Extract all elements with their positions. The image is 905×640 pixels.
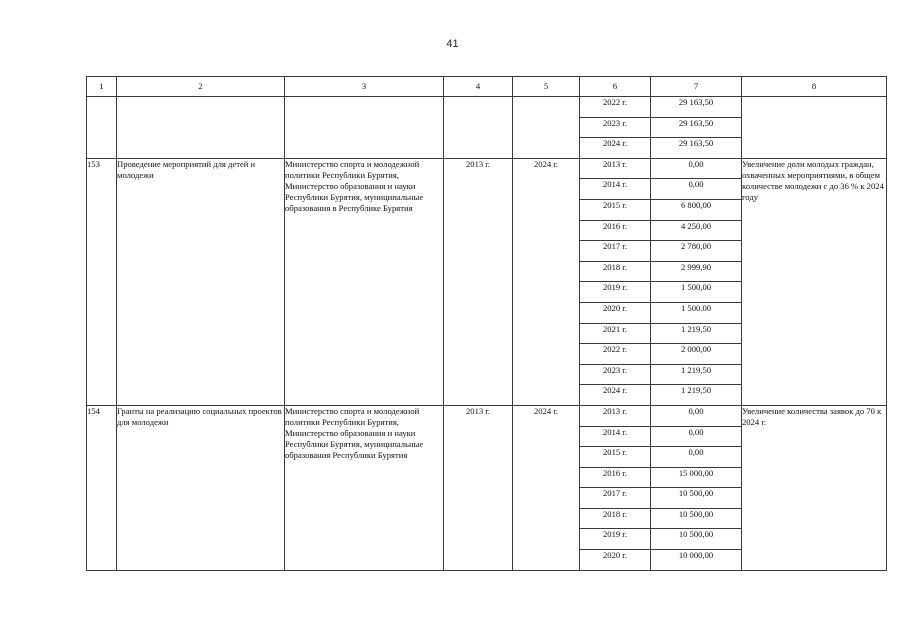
executor-cell <box>285 97 444 159</box>
table-body <box>87 77 887 571</box>
entry-number: 154 <box>87 405 117 570</box>
table-row <box>87 405 887 426</box>
entry-result: Увеличение количества заявок до 70 к 2024 г. <box>742 405 887 570</box>
header-cell: 4 <box>444 77 513 97</box>
year-cell: 2020 г. <box>580 550 651 571</box>
year-cell: 2019 г. <box>580 282 651 303</box>
year-cell: 2014 г. <box>580 426 651 447</box>
year-cell: 2018 г. <box>580 508 651 529</box>
year-cell: 2020 г. <box>580 302 651 323</box>
entry-result: Увеличение доли молодых граждан, охваченных мероприятиями, в общем количестве молодежи с до 36 % к 2024 году <box>742 158 887 405</box>
continuation-row <box>87 97 887 118</box>
amount-cell: 29 163,50 <box>651 97 742 118</box>
year-cell: 2024 г. <box>580 385 651 406</box>
year-cell: 2015 г. <box>580 199 651 220</box>
amount-cell: 10 500,00 <box>651 508 742 529</box>
year-cell: 2024 г. <box>580 138 651 159</box>
amount-cell: 10 000,00 <box>651 550 742 571</box>
amount-cell: 29 163,50 <box>651 117 742 138</box>
amount-cell: 2 999,90 <box>651 261 742 282</box>
year-cell: 2018 г. <box>580 261 651 282</box>
page-number: 41 <box>446 38 459 50</box>
amount-cell: 10 500,00 <box>651 488 742 509</box>
entry-name: Проведение мероприятий для детей и молодежи <box>117 158 285 405</box>
year-cell: 2014 г. <box>580 179 651 200</box>
amount-cell: 1 219,50 <box>651 323 742 344</box>
table-row <box>87 158 887 179</box>
amount-cell: 1 219,50 <box>651 364 742 385</box>
amount-cell: 1 500.00 <box>651 302 742 323</box>
year-cell: 2019 г. <box>580 529 651 550</box>
year-cell: 2013 г. <box>580 405 651 426</box>
header-cell: 3 <box>285 77 444 97</box>
amount-cell: 1 219,50 <box>651 385 742 406</box>
header-cell: 7 <box>651 77 742 97</box>
entry-start: 2013 г. <box>444 405 513 570</box>
entry-end: 2024 г. <box>513 405 580 570</box>
program-table <box>86 76 887 571</box>
end-cell <box>513 97 580 159</box>
amount-cell: 6 800,00 <box>651 199 742 220</box>
year-cell: 2023 г. <box>580 364 651 385</box>
entry-name: Гранты на реализацию социальных проектов для молодежи <box>117 405 285 570</box>
result-cell <box>742 97 887 159</box>
year-cell: 2022 г. <box>580 344 651 365</box>
year-cell: 2017 г. <box>580 241 651 262</box>
amount-cell: 15 000,00 <box>651 467 742 488</box>
header-cell: 6 <box>580 77 651 97</box>
amount-cell: 0,00 <box>651 158 742 179</box>
amount-cell: 0,00 <box>651 405 742 426</box>
amount-cell: 2 000,00 <box>651 344 742 365</box>
name-cell <box>117 97 285 159</box>
header-cell: 8 <box>742 77 887 97</box>
amount-cell: 0,00 <box>651 179 742 200</box>
header-row <box>87 77 887 97</box>
year-cell: 2016 г. <box>580 467 651 488</box>
year-cell: 2017 г. <box>580 488 651 509</box>
entry-end: 2024 г. <box>513 158 580 405</box>
header-cell: 5 <box>513 77 580 97</box>
start-cell <box>444 97 513 159</box>
entry-executor: Министерство спорта и молодежной политики Республики Бурятия, Министерство образования и науки Республики Бурятия, муниципальные образования в Республике Бурятия <box>285 158 444 405</box>
year-cell: 2013 г. <box>580 158 651 179</box>
year-cell: 2022 г. <box>580 97 651 118</box>
year-cell: 2015 г. <box>580 447 651 468</box>
amount-cell: 10 500,00 <box>651 529 742 550</box>
entry-executor: Министерство спорта и молодежной политики Республики Бурятия, Министерство образования и науки Республики Бурятия, муниципальные образования Республики Бурятия <box>285 405 444 570</box>
amount-cell: 0,00 <box>651 447 742 468</box>
amount-cell: 0,00 <box>651 426 742 447</box>
header-cell: 1 <box>87 77 117 97</box>
year-cell: 2023 г. <box>580 117 651 138</box>
num-cell <box>87 97 117 159</box>
year-cell: 2021 г. <box>580 323 651 344</box>
entry-number: 153 <box>87 158 117 405</box>
amount-cell: 4 250,00 <box>651 220 742 241</box>
amount-cell: 2 780,00 <box>651 241 742 262</box>
header-cell: 2 <box>117 77 285 97</box>
amount-cell: 29 163,50 <box>651 138 742 159</box>
entry-start: 2013 г. <box>444 158 513 405</box>
year-cell: 2016 г. <box>580 220 651 241</box>
amount-cell: 1 500,00 <box>651 282 742 303</box>
